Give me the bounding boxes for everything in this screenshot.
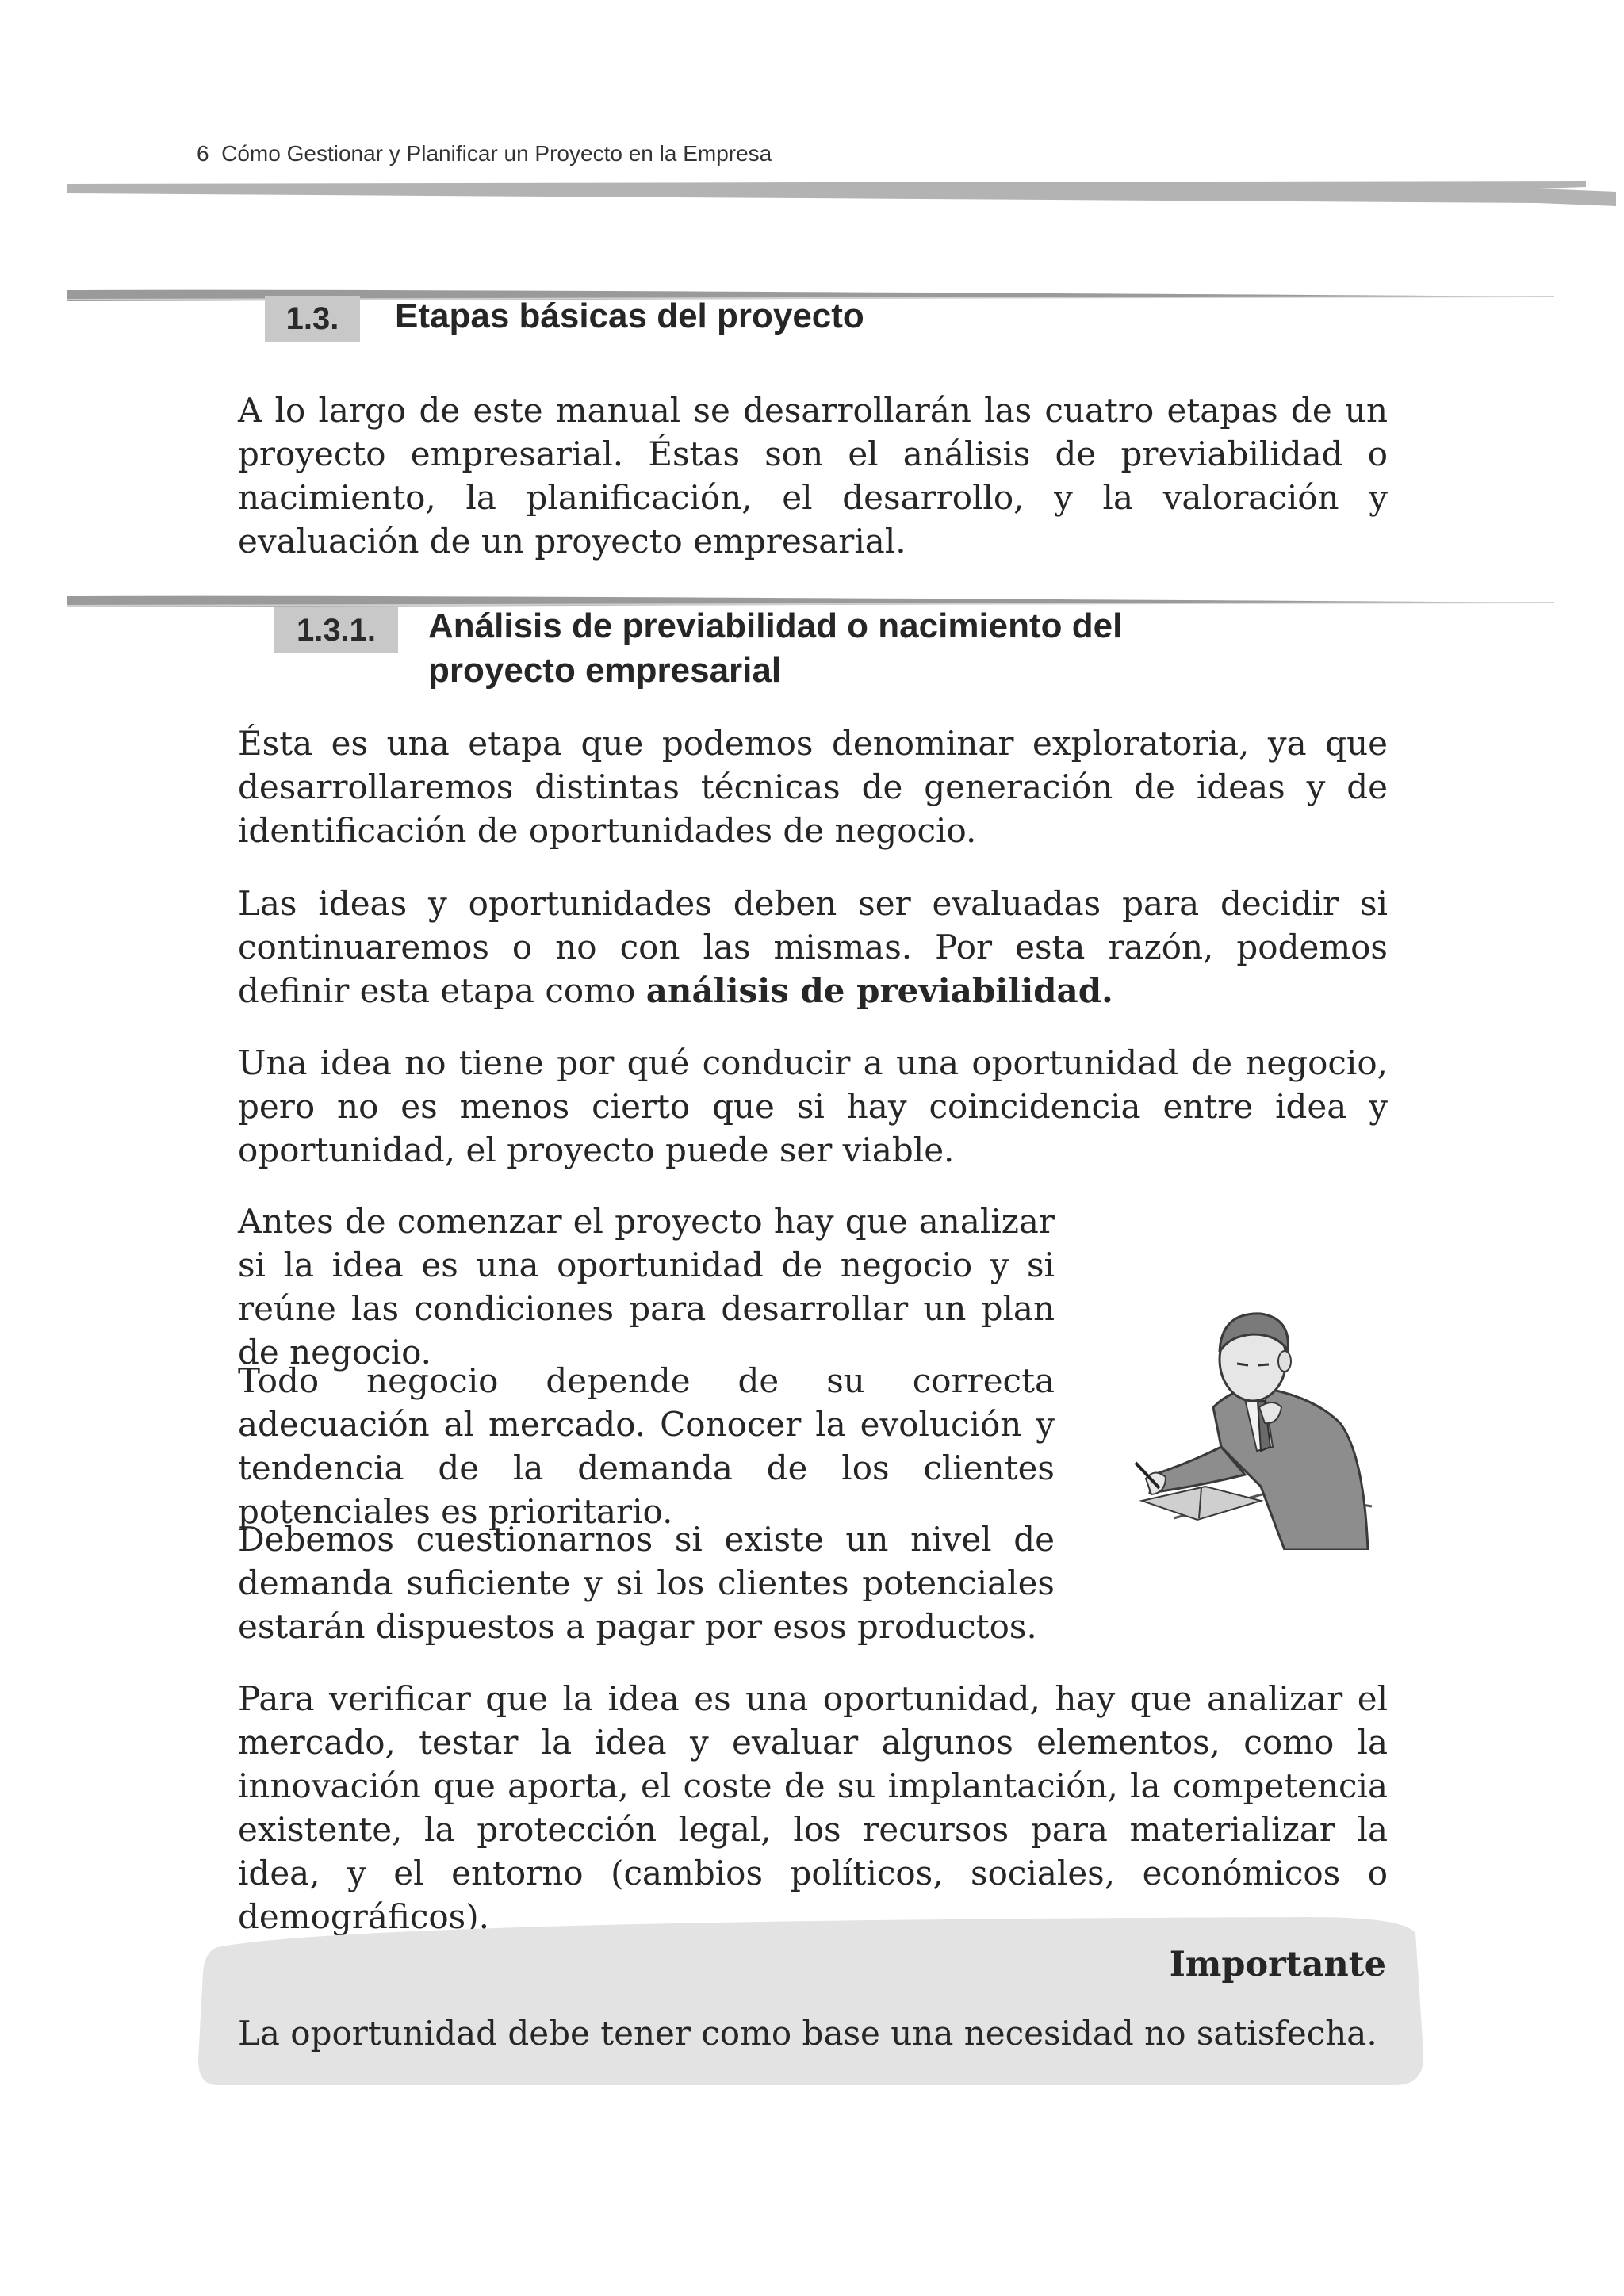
- section-title: Etapas básicas del proyecto: [395, 297, 864, 335]
- callout-title: Importante: [1169, 1945, 1386, 1984]
- subsection-title: [428, 604, 1122, 693]
- paragraph: Debemos cuestionarnos si existe un nivel de demanda suficiente y si los clientes potenciales estarán dispuestos a pagar por esos productos.: [238, 1520, 1055, 1646]
- paragraph: Antes de comenzar el proyecto hay que analizar si la idea es una oportunidad de negocio y si reúne las condiciones para desarrollar un plan de negocio.: [238, 1202, 1055, 1372]
- paragraph: Ésta es una etapa que podemos denominar exploratoria, ya que desarrollaremos distintas técnicas de generación de ideas y de identificación de oportunidades de negocio.: [238, 724, 1388, 850]
- section-paragraph: A lo largo de este manual se desarrollarán las cuatro etapas de un proyecto empresarial. Éstas son el análisis de previabilidad o nacimiento, la planificación, el desarrollo, y la valoración y evaluación de un proyecto empresarial.: [238, 391, 1388, 561]
- paragraph: Una idea no tiene por qué conducir a una oportunidad de negocio, pero no es menos cierto que si hay coincidencia entre idea y oportunidad, el proyecto puede ser viable.: [238, 1043, 1388, 1169]
- callout-text: La oportunidad debe tener como base una necesidad no satisfecha.: [238, 2014, 1377, 2053]
- paragraph-text: Las ideas y oportunidades deben ser evaluadas para decidir si continuaremos o no con las mismas. Por esta razón, podemos definir esta etapa como: [238, 884, 1388, 1010]
- running-header: [197, 141, 772, 166]
- section-number: 1.3.: [265, 296, 360, 342]
- businessman-writing-icon: [1102, 1288, 1388, 1550]
- page-number: 6: [197, 141, 209, 166]
- bold-term: análisis de previabilidad.: [645, 971, 1113, 1010]
- subsection-title-line: proyecto empresarial: [428, 651, 782, 690]
- paragraph: Todo negocio depende de su correcta adecuación al mercado. Conocer la evolución y tendencia de la demanda de los clientes potenciales es prioritario.: [238, 1361, 1055, 1531]
- subsection-number: 1.3.1.: [274, 607, 398, 653]
- callout-box: [198, 1917, 1427, 2085]
- paragraph: [238, 882, 1388, 1012]
- paragraph: Para verificar que la idea es una oportunidad, hay que analizar el mercado, testar la idea y evaluar algunos elementos, como la innovación que aporta, el coste de su implantación, la competencia existente, la protección legal, los recursos para materializar la idea, y el entorno (cambios políticos, sociales, económicos o demográficos).: [238, 1679, 1388, 1936]
- subsection-title-line: Análisis de previabilidad o nacimiento del: [428, 607, 1123, 645]
- book-title: Cómo Gestionar y Planificar un Proyecto en la Empresa: [221, 141, 772, 166]
- header-rule: [0, 174, 1624, 214]
